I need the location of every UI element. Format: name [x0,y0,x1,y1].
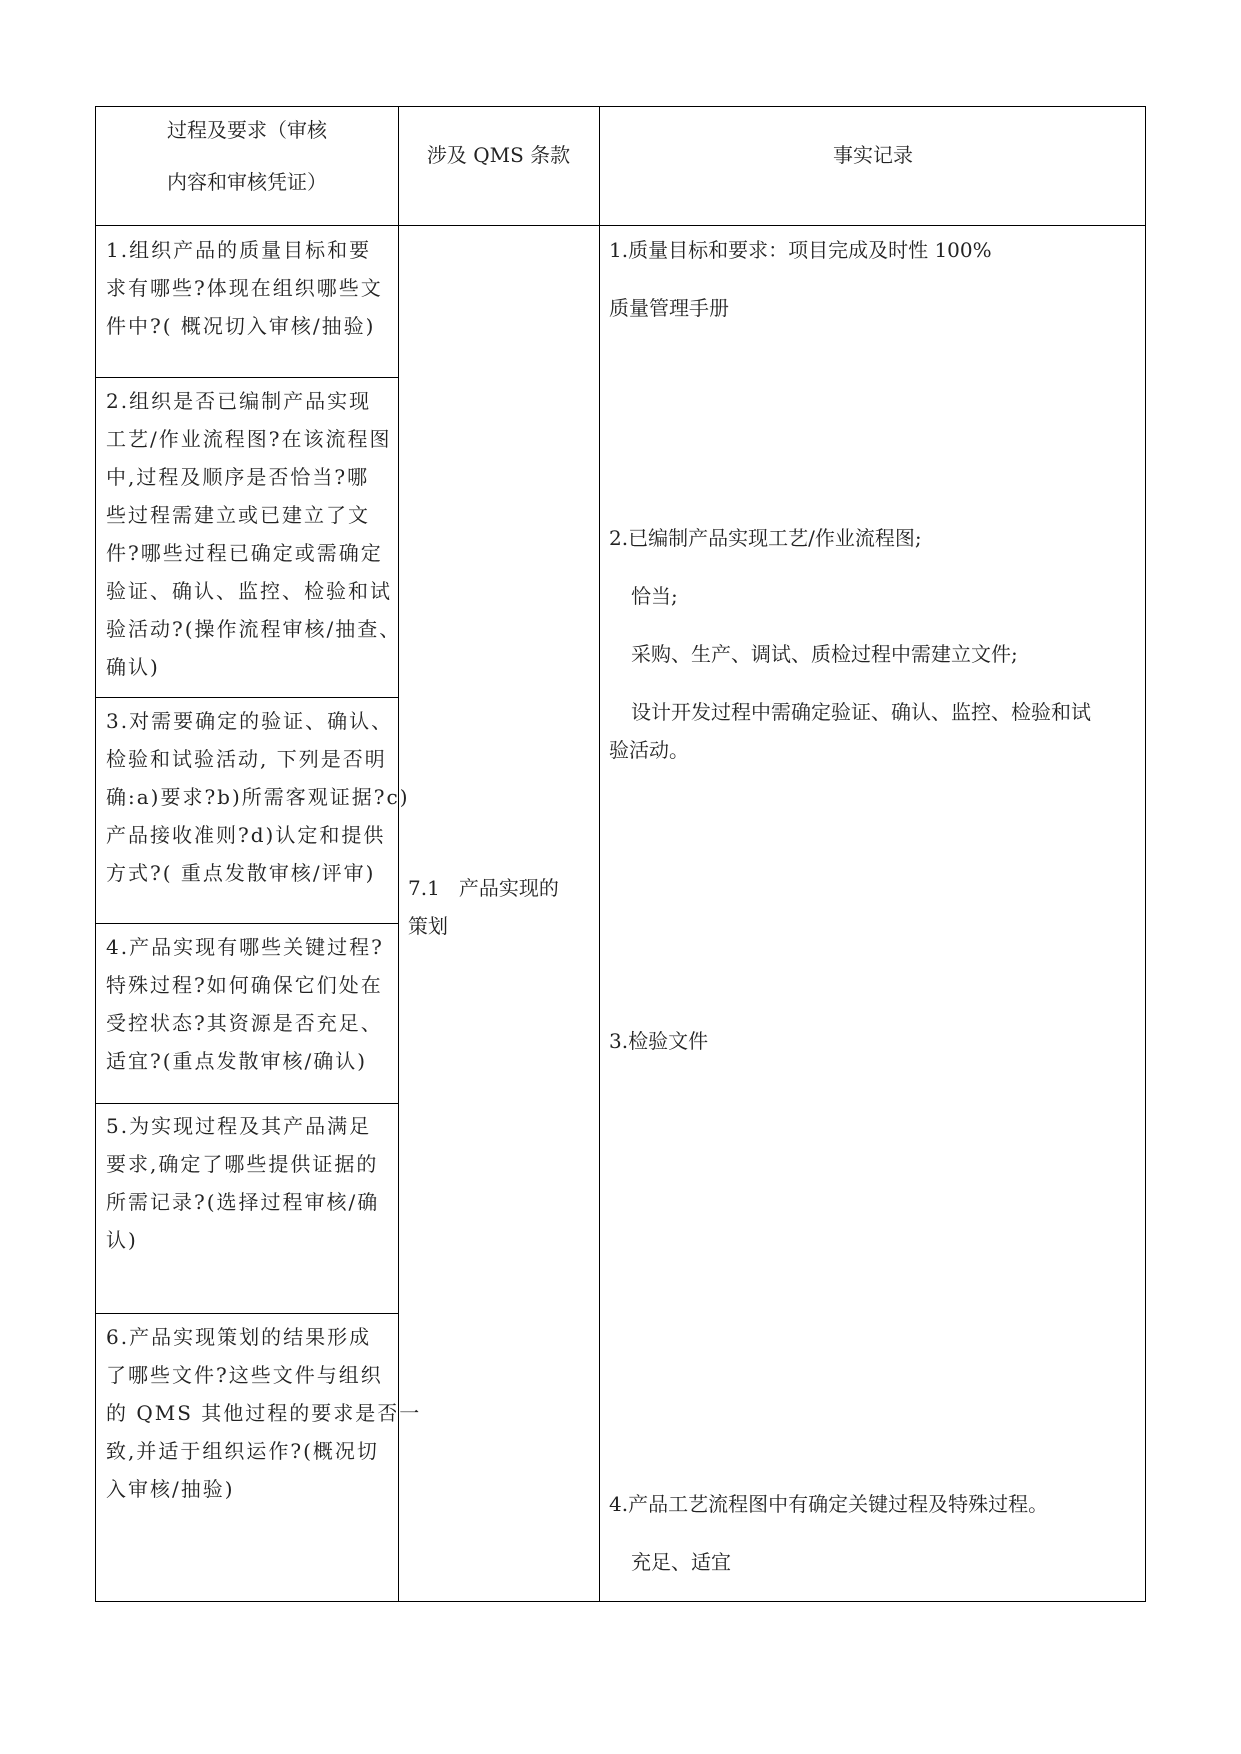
question-5 [106,1107,396,1259]
fact-1-title: 1.质量目标和要求：项目完成及时性 100% [609,238,992,262]
fact-record-4 [609,1485,1145,1581]
question-2 [106,382,402,686]
question-2-line-3: 中,过程及顺序是否恰当?哪 [106,465,370,489]
question-1-line-3: 件中?( 概况切入审核/抽验) [106,314,376,338]
fact-record-3 [609,1022,1145,1060]
question-3-line-2: 检验和试验活动, 下列是否明 [106,747,387,771]
question-5-line-4: 认) [106,1228,138,1252]
qms-clause-line-2: 策划 [408,914,448,938]
row-divider-1 [96,377,398,378]
question-2-line-7: 验活动?(操作流程审核/抽查、 [106,617,402,641]
header-qms-clause-text: 涉及 QMS 条款 [426,143,571,167]
question-4-line-1: 4.产品实现有哪些关键过程? [106,935,384,959]
fact-2-appropriate: 恰当; [631,584,678,608]
fact-1-document: 质量管理手册 [609,296,729,320]
column-divider-2 [599,107,600,1601]
question-6-line-3: 的 QMS 其他过程的要求是否一 [106,1401,422,1425]
audit-checklist-table [95,106,1146,1602]
row-divider-2 [96,697,398,698]
fact-record-1 [609,231,1145,327]
question-5-line-3: 所需记录?(选择过程审核/确 [106,1190,380,1214]
fact-4-sufficient: 充足、适宜 [631,1550,731,1574]
question-1-line-2: 求有哪些?体现在组织哪些文 [106,276,383,300]
question-2-line-4: 些过程需建立或已建立了文 [106,503,370,527]
fact-2-documents: 采购、生产、调试、质检过程中需建立文件; [631,642,1018,666]
header-process-line-2: 内容和审核凭证） [167,170,327,194]
question-2-line-2: 工艺/作业流程图?在该流程图 [106,427,392,451]
question-6-line-1: 6.产品实现策划的结果形成 [106,1325,372,1349]
question-2-line-6: 验证、确认、监控、检验和试 [106,579,392,603]
fact-2-design-line-2: 验活动。 [609,738,689,762]
question-6 [106,1318,422,1508]
column-divider-1 [398,107,399,1601]
question-4-line-4: 适宜?(重点发散审核/确认) [106,1049,368,1073]
question-1 [106,231,396,345]
question-4 [106,928,396,1080]
row-divider-5 [96,1313,398,1314]
header-fact-record-text: 事实记录 [833,143,913,167]
fact-4-title: 4.产品工艺流程图中有确定关键过程及特殊过程。 [609,1492,1049,1516]
question-4-line-3: 受控状态?其资源是否充足、 [106,1011,383,1035]
question-4-line-2: 特殊过程?如何确保它们处在 [106,973,383,997]
header-process-requirements [96,107,398,225]
fact-2-title: 2.已编制产品实现工艺/作业流程图; [609,526,922,550]
header-divider [96,225,1145,226]
question-2-line-1: 2.组织是否已编制产品实现 [106,389,372,413]
question-3 [106,702,410,892]
question-5-line-2: 要求,确定了哪些提供证据的 [106,1152,379,1176]
question-3-line-3: 确:a)要求?b)所需客观证据?c) [106,785,410,809]
question-6-line-5: 入审核/抽验) [106,1477,235,1501]
question-3-line-5: 方式?( 重点发散审核/评审) [106,861,376,885]
qms-clause-line-1: 7.1 产品实现的 [408,876,559,900]
question-5-line-1: 5.为实现过程及其产品满足 [106,1114,372,1138]
fact-3-title: 3.检验文件 [609,1029,709,1053]
header-process-line-1: 过程及要求（审核 [167,118,327,142]
qms-clause-cell [408,869,598,945]
header-qms-clause [398,107,599,225]
question-6-line-4: 致,并适于组织运作?(概况切 [106,1439,379,1463]
row-divider-4 [96,1103,398,1104]
question-6-line-2: 了哪些文件?这些文件与组织 [106,1363,383,1387]
question-3-line-1: 3.对需要确定的验证、确认、 [106,709,394,733]
row-divider-3 [96,923,398,924]
question-1-line-1: 1.组织产品的质量目标和要 [106,238,372,262]
fact-record-2 [609,519,1145,769]
question-2-line-8: 确认) [106,655,160,679]
fact-2-design-line-1: 设计开发过程中需确定验证、确认、监控、检验和试 [631,700,1091,724]
question-3-line-4: 产品接收准则?d)认定和提供 [106,823,386,847]
question-2-line-5: 件?哪些过程已确定或需确定 [106,541,383,565]
header-fact-record [599,107,1147,225]
